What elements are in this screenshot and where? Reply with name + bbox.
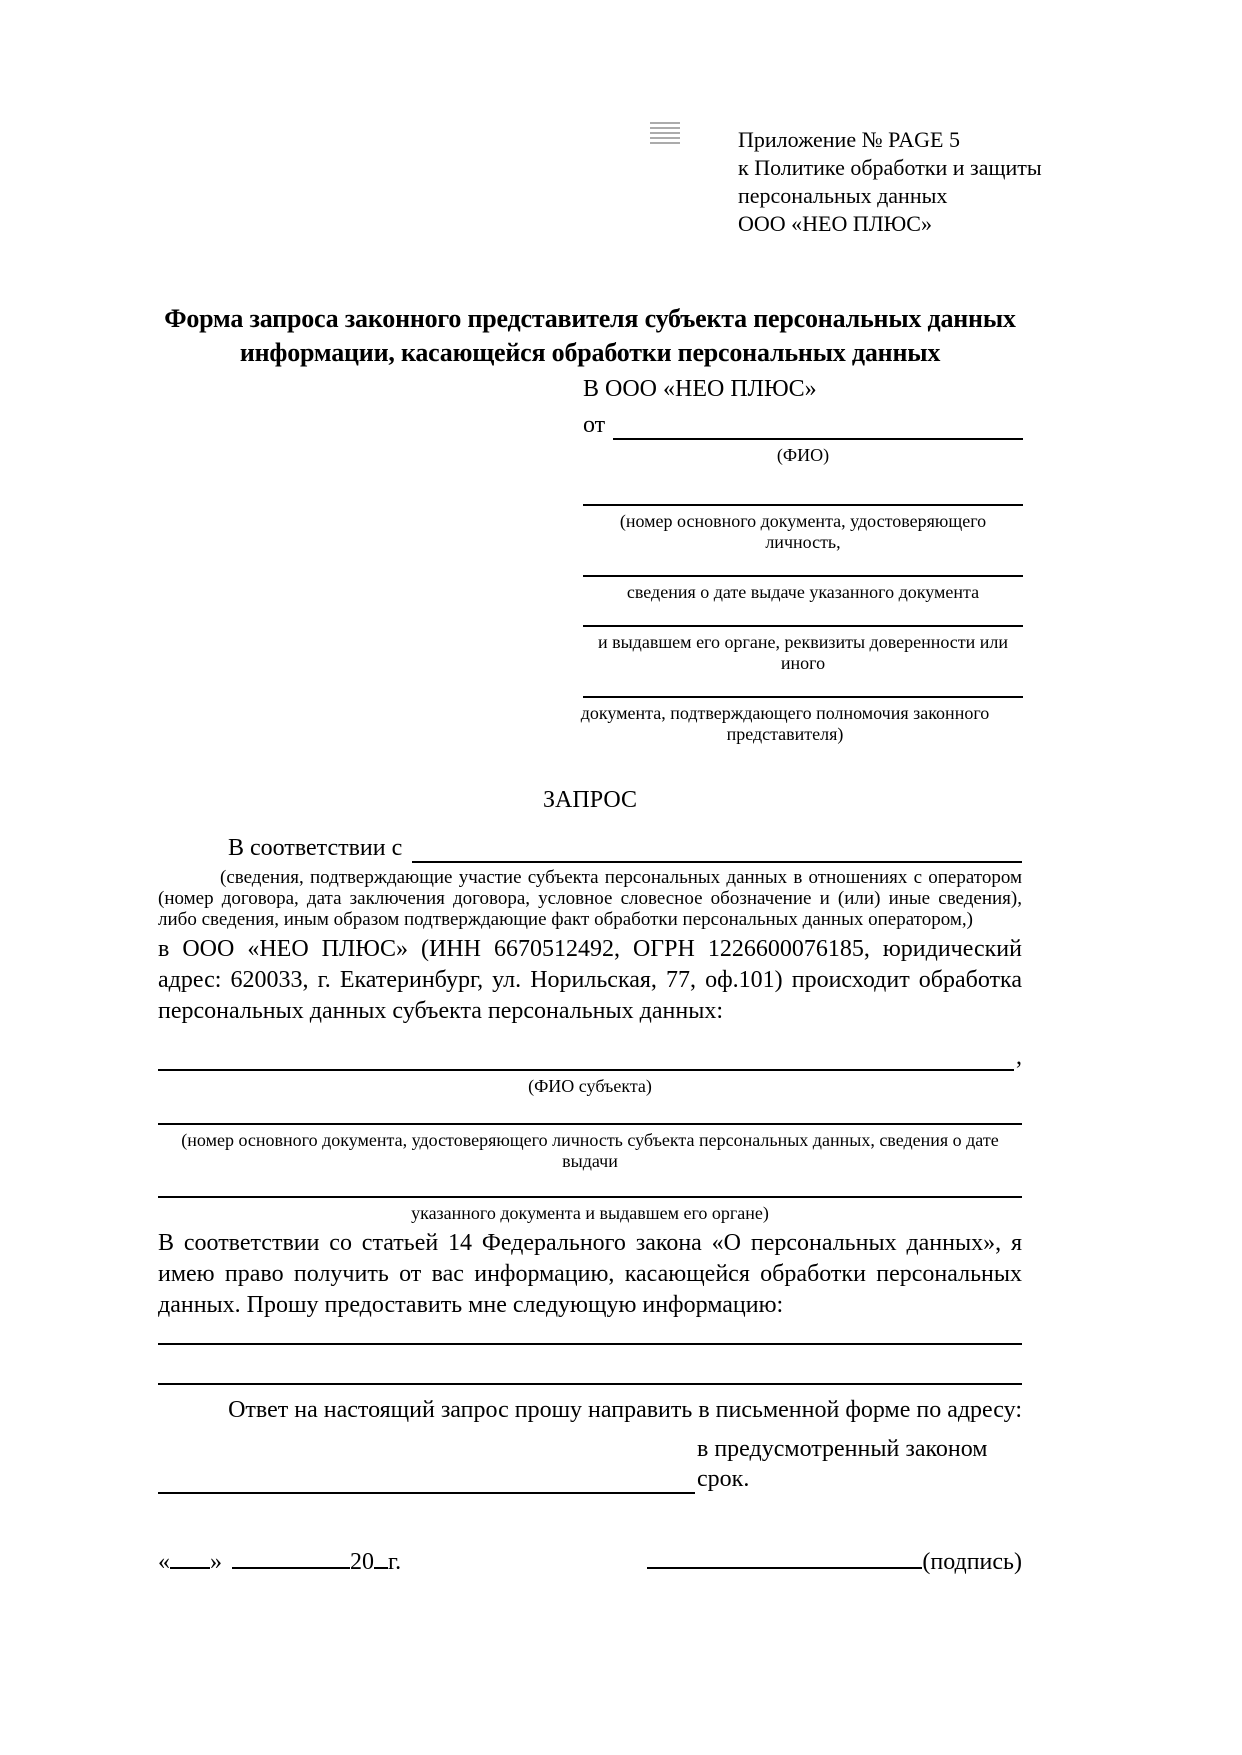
signature-row [158, 1542, 1022, 1577]
intro-row [158, 833, 1022, 863]
from-row [583, 410, 1023, 440]
subject-fio-caption: (ФИО субъекта) [528, 1076, 652, 1096]
date-field [158, 1542, 401, 1577]
document-number-caption: (номер основного документа, удостоверяющего личность, [619, 511, 987, 552]
information-blank-line-1 [158, 1323, 1022, 1345]
reply-deadline-text: в предусмотренный законом срок. [697, 1436, 988, 1492]
fio-blank-line [613, 410, 1023, 440]
intro-blank-line [412, 833, 1022, 863]
request-body [158, 833, 1022, 1577]
date-quote-close: » [210, 1549, 222, 1576]
date-day-blank [170, 1542, 210, 1569]
subject-document-caption-bottom: указанного документа и выдавшем его органе) [411, 1203, 769, 1223]
addressee-block [580, 374, 1023, 745]
issuing-authority-caption: и выдавшем его органе, реквизиты доверенности или иного [597, 632, 1009, 673]
policy-reference-line: персональных данных [738, 183, 948, 208]
representative-authority-blank-line [583, 674, 1023, 698]
form-title [158, 302, 1022, 370]
document-number-blank-line [583, 482, 1023, 506]
reply-request-line: Ответ на настоящий запрос прошу направить в письменной форме по адресу: [228, 1397, 1022, 1423]
request-heading: ЗАПРОС [543, 787, 637, 813]
subject-document-blank-line [158, 1097, 1022, 1125]
subject-document-caption-top: (номер основного документа, удостоверяющего личность субъекта персональных данных, сведения о дате выдачи [181, 1130, 999, 1171]
appendix-number-line: Приложение № PAGE 5 [738, 127, 960, 152]
reply-address-row [158, 1434, 1022, 1494]
text-marks-icon [650, 122, 680, 144]
intro-footnote: (сведения, подтверждающие участие субъекта персональных данных в отношениях с оператором (номер договора, дата заключения договора, условное словесное обозначение и (или) иные сведения), либо сведения, иным образом подтверждающие факт обработки персональных данных оператором,) [158, 867, 1022, 930]
information-blank-line-2 [158, 1345, 1022, 1385]
date-quote-open: « [158, 1549, 170, 1576]
reply-address-blank-line [158, 1466, 695, 1494]
fio-caption: (ФИО) [776, 445, 830, 465]
subject-fio-blank-line [158, 1069, 1014, 1071]
operator-paragraph: в ООО «НЕО ПЛЮС» (ИНН 6670512492, ОГРН 1226600076185, юридический адрес: 620033, г. Екатеринбург, ул. Норильская, 77, оф.101) происходит обработка персональных данных субъекта персональных данных: [158, 936, 1022, 1024]
addressee-organization: В ООО «НЕО ПЛЮС» [583, 376, 817, 402]
form-title-line-1: Форма запроса законного представителя субъекта персональных данных [164, 304, 1016, 333]
signature-field [647, 1542, 1022, 1577]
signature-blank-line [647, 1542, 922, 1569]
policy-reference-line: к Политике обработки и защиты [738, 155, 1042, 180]
date-month-blank [232, 1542, 350, 1569]
company-name-line: ООО «НЕО ПЛЮС» [738, 211, 932, 236]
rights-paragraph: В соответствии со статьей 14 Федерального закона «О персональных данных», я имею право получить от вас информацию, касающейся обработки персональных данных. Прошу предоставить мне следующую информацию: [158, 1230, 1022, 1318]
subject-authority-blank-line [158, 1172, 1022, 1198]
appendix-header [738, 0, 1242, 238]
signature-caption: (подпись) [922, 1549, 1022, 1576]
representative-authority-caption: документа, подтверждающего полномочия законного представителя) [580, 703, 990, 744]
date-year-prefix: 20 [350, 1549, 374, 1576]
intro-label: В соответствии с [228, 835, 403, 861]
subject-line-suffix: , [1016, 1044, 1022, 1070]
issuing-authority-blank-line [583, 603, 1023, 627]
form-title-line-2: информации, касающейся обработки персональных данных [239, 338, 941, 367]
issue-date-caption: сведения о дате выдаче указанного документа [626, 582, 980, 602]
date-year-blank [374, 1542, 388, 1569]
issue-date-blank-line [583, 553, 1023, 577]
from-label: от [583, 412, 606, 438]
date-year-suffix: г. [388, 1549, 402, 1576]
subject-fio-row [158, 1043, 1022, 1071]
